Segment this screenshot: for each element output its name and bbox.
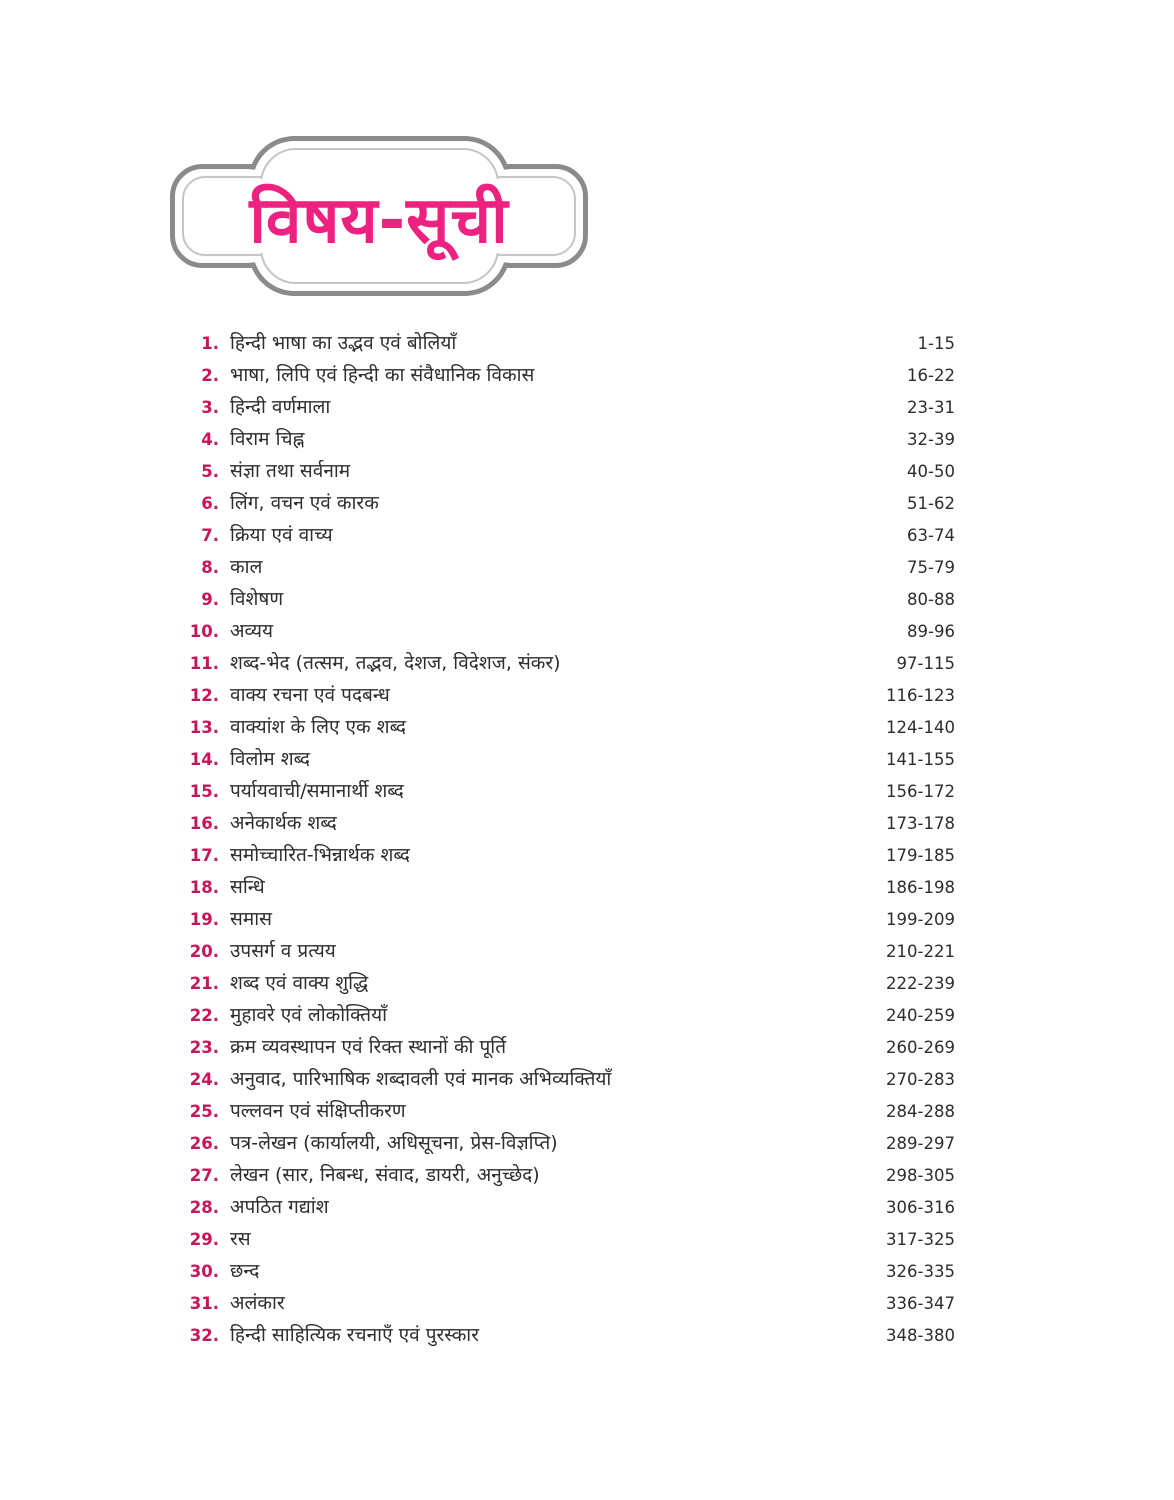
toc-entry-pages: 270-283 — [886, 1070, 955, 1089]
toc-row — [185, 359, 955, 391]
toc-entry-pages: 23-31 — [907, 398, 955, 417]
toc-entry-title: अनेकार्थक शब्द — [230, 812, 337, 834]
toc-entry-number: 22. — [189, 1006, 219, 1025]
toc-row — [185, 1127, 955, 1159]
toc-row — [185, 1319, 955, 1351]
toc-entry-title: विराम चिह्न — [230, 428, 305, 450]
toc-entry-number: 28. — [189, 1198, 219, 1217]
toc-row — [185, 711, 955, 743]
toc-entry-title: समास — [230, 908, 272, 930]
toc-entry-number: 32. — [189, 1326, 219, 1345]
toc-entry-pages: 336-347 — [886, 1294, 955, 1313]
title-badge — [170, 136, 588, 296]
toc-entry-pages: 63-74 — [907, 526, 955, 545]
toc-row — [185, 519, 955, 551]
toc-entry-title: क्रम व्यवस्थापन एवं रिक्त स्थानों की पूर्ति — [230, 1036, 507, 1058]
toc-row — [185, 391, 955, 423]
toc-entry-pages: 326-335 — [886, 1262, 955, 1281]
toc-row — [185, 551, 955, 583]
toc-entry-title: पल्लवन एवं संक्षिप्तीकरण — [230, 1100, 406, 1122]
toc-row — [185, 1191, 955, 1223]
toc-entry-number: 25. — [189, 1102, 219, 1121]
toc-row — [185, 1287, 955, 1319]
toc-entry-number: 24. — [189, 1070, 219, 1089]
toc-entry-pages: 32-39 — [907, 430, 955, 449]
toc-entry-pages: 141-155 — [886, 750, 955, 769]
toc-entry-title: क्रिया एवं वाच्य — [230, 524, 333, 546]
toc-entry-pages: 75-79 — [907, 558, 955, 577]
toc-row — [185, 615, 955, 647]
toc-entry-title: रस — [230, 1228, 251, 1250]
toc-entry-number: 7. — [201, 526, 219, 545]
toc-entry-pages: 240-259 — [886, 1006, 955, 1025]
toc-entry-pages: 51-62 — [907, 494, 955, 513]
toc-entry-title: पत्र-लेखन (कार्यालयी, अधिसूचना, प्रेस-विज्ञप्ति) — [230, 1132, 558, 1154]
toc-entry-title: हिन्दी वर्णमाला — [230, 396, 331, 418]
toc-list — [185, 327, 955, 1351]
toc-entry-title: समोच्चारित-भिन्नार्थक शब्द — [230, 844, 410, 866]
toc-row — [185, 423, 955, 455]
toc-entry-pages: 222-239 — [886, 974, 955, 993]
toc-row — [185, 807, 955, 839]
toc-row — [185, 679, 955, 711]
toc-entry-title: भाषा, लिपि एवं हिन्दी का संवैधानिक विकास — [230, 364, 535, 386]
toc-row — [185, 1063, 955, 1095]
toc-row — [185, 1255, 955, 1287]
toc-entry-number: 9. — [201, 590, 219, 609]
toc-entry-title: शब्द-भेद (तत्सम, तद्भव, देशज, विदेशज, संकर) — [230, 652, 561, 674]
toc-row — [185, 775, 955, 807]
toc-entry-title: संज्ञा तथा सर्वनाम — [230, 460, 351, 482]
toc-entry-pages: 16-22 — [907, 366, 955, 385]
toc-row — [185, 487, 955, 519]
page-title: विषय-सूची — [249, 183, 509, 258]
toc-entry-number: 31. — [189, 1294, 219, 1313]
toc-entry-number: 23. — [189, 1038, 219, 1057]
toc-row — [185, 455, 955, 487]
toc-entry-number: 12. — [189, 686, 219, 705]
toc-entry-pages: 156-172 — [886, 782, 955, 801]
toc-entry-pages: 116-123 — [886, 686, 955, 705]
toc-entry-pages: 284-288 — [886, 1102, 955, 1121]
toc-row — [185, 1159, 955, 1191]
toc-entry-pages: 186-198 — [886, 878, 955, 897]
toc-entry-title: काल — [230, 556, 263, 578]
toc-entry-title: हिन्दी भाषा का उद्भव एवं बोलियाँ — [230, 332, 457, 354]
toc-entry-number: 17. — [189, 846, 219, 865]
toc-entry-title: विलोम शब्द — [230, 748, 311, 770]
toc-entry-pages: 199-209 — [886, 910, 955, 929]
toc-entry-pages: 40-50 — [907, 462, 955, 481]
toc-entry-number: 21. — [189, 974, 219, 993]
toc-entry-number: 14. — [189, 750, 219, 769]
toc-entry-title: अपठित गद्यांश — [230, 1196, 329, 1218]
toc-row — [185, 871, 955, 903]
toc-entry-pages: 348-380 — [886, 1326, 955, 1345]
toc-entry-number: 10. — [189, 622, 219, 641]
toc-row — [185, 743, 955, 775]
toc-entry-number: 15. — [189, 782, 219, 801]
toc-entry-number: 3. — [201, 398, 219, 417]
toc-entry-number: 20. — [189, 942, 219, 961]
toc-entry-title: शब्द एवं वाक्य शुद्धि — [230, 972, 369, 994]
toc-entry-number: 27. — [189, 1166, 219, 1185]
toc-entry-pages: 124-140 — [886, 718, 955, 737]
toc-entry-number: 16. — [189, 814, 219, 833]
toc-entry-pages: 179-185 — [886, 846, 955, 865]
toc-entry-number: 13. — [189, 718, 219, 737]
toc-entry-title: उपसर्ग व प्रत्यय — [230, 940, 336, 962]
toc-row — [185, 1031, 955, 1063]
toc-entry-title: सन्धि — [230, 876, 265, 898]
toc-entry-number: 29. — [189, 1230, 219, 1249]
toc-entry-title: हिन्दी साहित्यिक रचनाएँ एवं पुरस्कार — [230, 1324, 479, 1346]
toc-entry-title: विशेषण — [230, 588, 284, 610]
toc-row — [185, 967, 955, 999]
toc-entry-number: 4. — [201, 430, 219, 449]
toc-entry-title: लिंग, वचन एवं कारक — [230, 492, 379, 514]
toc-entry-number: 6. — [201, 494, 219, 513]
toc-entry-number: 30. — [189, 1262, 219, 1281]
toc-entry-pages: 97-115 — [896, 654, 955, 673]
toc-entry-number: 11. — [189, 654, 219, 673]
toc-row — [185, 935, 955, 967]
toc-row — [185, 583, 955, 615]
toc-entry-pages: 298-305 — [886, 1166, 955, 1185]
toc-entry-title: पर्यायवाची/समानार्थी शब्द — [230, 780, 404, 802]
toc-entry-number: 8. — [201, 558, 219, 577]
toc-row — [185, 327, 955, 359]
toc-entry-title: छन्द — [230, 1260, 260, 1282]
toc-row — [185, 1223, 955, 1255]
toc-entry-number: 1. — [201, 334, 219, 353]
toc-entry-title: अनुवाद, पारिभाषिक शब्दावली एवं मानक अभिव्यक्तियाँ — [230, 1068, 612, 1090]
toc-row — [185, 1095, 955, 1127]
toc-entry-title: वाक्यांश के लिए एक शब्द — [230, 716, 407, 738]
toc-entry-number: 5. — [201, 462, 219, 481]
toc-entry-pages: 173-178 — [886, 814, 955, 833]
toc-entry-pages: 289-297 — [886, 1134, 955, 1153]
toc-row — [185, 999, 955, 1031]
toc-entry-title: वाक्य रचना एवं पदबन्ध — [230, 684, 390, 706]
toc-entry-title: लेखन (सार, निबन्ध, संवाद, डायरी, अनुच्छेद) — [230, 1164, 540, 1186]
toc-entry-number: 2. — [201, 366, 219, 385]
toc-entry-number: 26. — [189, 1134, 219, 1153]
toc-entry-pages: 89-96 — [907, 622, 955, 641]
toc-row — [185, 839, 955, 871]
toc-entry-number: 18. — [189, 878, 219, 897]
toc-entry-pages: 1-15 — [917, 334, 955, 353]
toc-row — [185, 903, 955, 935]
toc-entry-title: अव्यय — [230, 620, 274, 642]
toc-entry-pages: 80-88 — [907, 590, 955, 609]
toc-entry-pages: 210-221 — [886, 942, 955, 961]
toc-entry-pages: 306-316 — [886, 1198, 955, 1217]
toc-entry-number: 19. — [189, 910, 219, 929]
toc-row — [185, 647, 955, 679]
toc-entry-pages: 317-325 — [886, 1230, 955, 1249]
toc-entry-title: अलंकार — [230, 1292, 285, 1314]
toc-entry-pages: 260-269 — [886, 1038, 955, 1057]
toc-entry-title: मुहावरे एवं लोकोक्तियाँ — [230, 1004, 388, 1026]
